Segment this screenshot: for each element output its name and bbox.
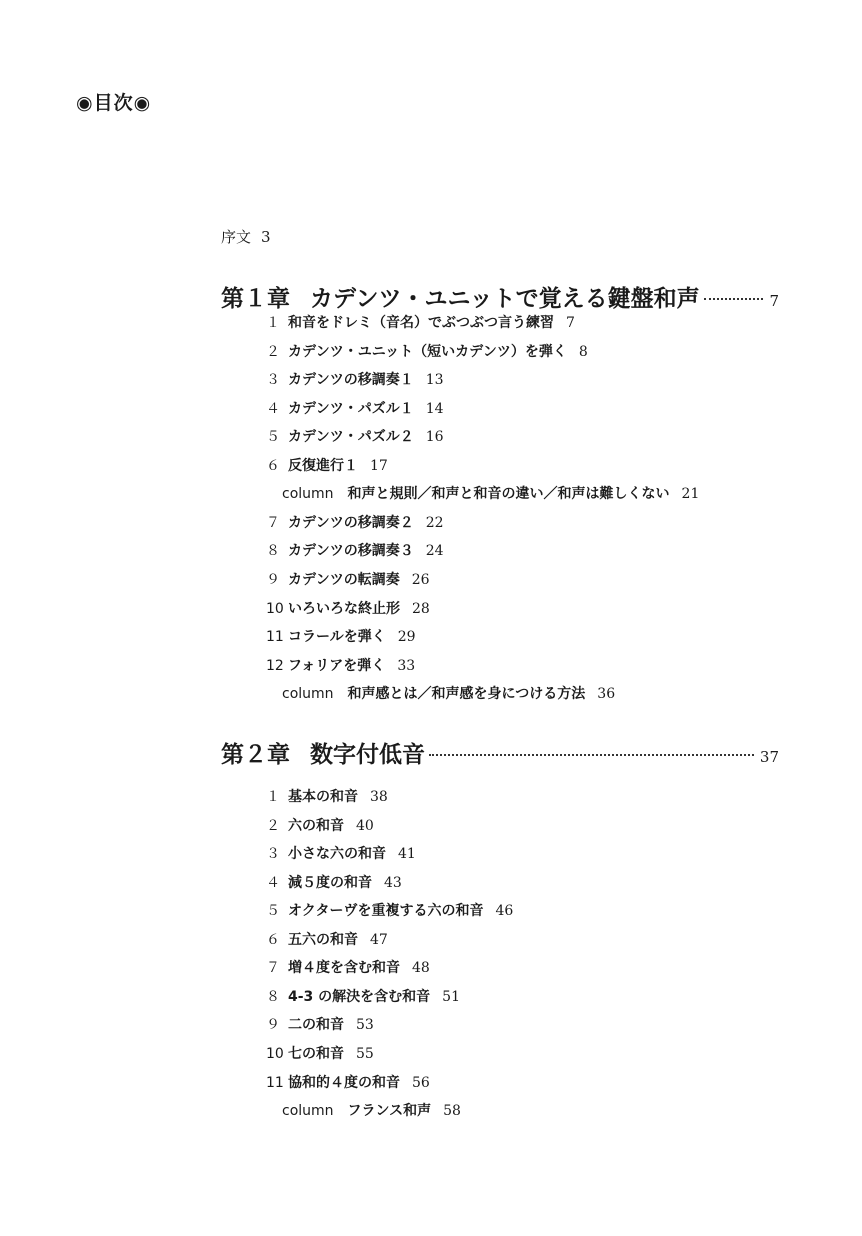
- toc-entry[interactable]: [266, 341, 588, 363]
- preface-entry[interactable]: [221, 226, 271, 247]
- toc-entry[interactable]: [266, 786, 388, 808]
- entry-title: 七の和音: [288, 1045, 344, 1062]
- column-entry[interactable]: [282, 683, 615, 705]
- toc-entry[interactable]: [266, 986, 460, 1008]
- entry-title: フォリアを弾く: [288, 657, 386, 674]
- entry-page: 38: [370, 789, 388, 805]
- entry-number: ３: [266, 372, 280, 389]
- entry-title: 和音をドレミ（音名）でぶつぶつ言う練習: [288, 315, 554, 331]
- entry-page: 22: [425, 514, 444, 531]
- entry-number: ３: [266, 846, 280, 863]
- entry-title: 二の和音: [288, 1017, 344, 1034]
- toc-entry[interactable]: [266, 1014, 374, 1036]
- entry-number: 11: [266, 629, 284, 646]
- preface-title: 序文: [221, 228, 252, 246]
- entry-number: ５: [266, 429, 280, 446]
- toc-entry[interactable]: [266, 312, 575, 334]
- entry-page: 17: [370, 457, 388, 474]
- toc-entry[interactable]: [266, 957, 430, 979]
- entry-title: オクターヴを重複する六の和音: [288, 903, 484, 920]
- entry-title: 協和的４度の和音: [288, 1074, 400, 1091]
- entry-title: 増４度を含む和音: [288, 960, 400, 977]
- chapter-page: 7: [769, 292, 779, 310]
- chapter-title: 数字付低音: [310, 741, 425, 768]
- entry-page: 21: [681, 486, 700, 503]
- entry-number: column: [282, 686, 334, 703]
- entry-number: ７: [266, 514, 280, 531]
- entry-number: ４: [266, 874, 280, 891]
- entry-number: ６: [266, 931, 280, 948]
- preface-page: 3: [261, 228, 271, 246]
- toc-entry[interactable]: [266, 512, 444, 534]
- entry-title: カデンツの転調奏: [288, 571, 400, 588]
- toc-entry[interactable]: [266, 900, 513, 922]
- entry-title: 減５度の和音: [288, 874, 372, 891]
- entry-number: １: [266, 315, 280, 331]
- chapter-number: 第２章: [221, 741, 290, 768]
- chapter-title: カデンツ・ユニットで覚える鍵盤和声: [310, 285, 700, 312]
- toc-entry[interactable]: [266, 872, 402, 894]
- entry-title: 反復進行１: [288, 457, 358, 474]
- entry-page: 24: [425, 543, 444, 560]
- entry-page: 53: [356, 1017, 374, 1034]
- entry-page: 16: [425, 429, 444, 446]
- entry-page: 33: [397, 657, 416, 674]
- toc-entry[interactable]: [266, 598, 430, 620]
- entry-page: 7: [566, 315, 575, 331]
- dot-leader: [704, 298, 764, 300]
- toc-entry[interactable]: [266, 929, 388, 951]
- entry-number: ５: [266, 903, 280, 920]
- entry-page: 36: [597, 686, 616, 703]
- entry-page: 56: [412, 1074, 430, 1091]
- toc-entry[interactable]: [266, 569, 430, 591]
- column-entry[interactable]: [282, 483, 699, 505]
- entry-title: 小さな六の和音: [288, 846, 386, 863]
- entry-page: 47: [370, 931, 388, 948]
- entry-number: ４: [266, 400, 280, 417]
- toc-entry[interactable]: [266, 455, 388, 477]
- entry-title: カデンツ・パズル２: [288, 429, 414, 446]
- entry-page: 41: [398, 846, 416, 863]
- entry-number: column: [282, 1103, 334, 1120]
- entry-title: 和声感とは／和声感を身につける方法: [347, 686, 586, 703]
- entry-number: ７: [266, 960, 280, 977]
- entry-page: 28: [412, 600, 430, 617]
- entry-page: 29: [397, 629, 416, 646]
- chapter-number: 第１章: [221, 285, 290, 312]
- entry-number: ８: [266, 988, 280, 1005]
- entry-number: column: [282, 486, 334, 503]
- entry-title: 六の和音: [288, 817, 344, 834]
- entry-number: １: [266, 789, 280, 805]
- toc-entry[interactable]: [266, 426, 444, 448]
- entry-title: いろいろな終止形: [288, 600, 400, 617]
- entry-number: 10: [266, 1045, 284, 1062]
- column-entry[interactable]: [282, 1100, 461, 1122]
- entry-title: カデンツ・パズル１: [288, 400, 414, 417]
- toc-heading: ◉目次◉: [76, 92, 152, 114]
- entry-title: カデンツの移調奏１: [288, 372, 414, 389]
- chapter-heading-2[interactable]: [221, 736, 779, 770]
- toc-entry[interactable]: [266, 843, 416, 865]
- entry-number: ２: [266, 817, 280, 834]
- entry-number: ２: [266, 343, 280, 360]
- entry-title: 4-3 の解決を含む和音: [288, 988, 431, 1005]
- entry-page: 51: [442, 988, 460, 1005]
- toc-entry[interactable]: [266, 1043, 374, 1065]
- entry-title: 五六の和音: [288, 931, 358, 948]
- entry-page: 55: [356, 1045, 374, 1062]
- entry-number: ９: [266, 1017, 280, 1034]
- entry-title: フランス和声: [347, 1103, 432, 1120]
- entry-number: ６: [266, 457, 280, 474]
- entry-page: 43: [384, 874, 402, 891]
- entry-number: 11: [266, 1074, 284, 1091]
- toc-entry[interactable]: [266, 540, 444, 562]
- entry-number: ９: [266, 571, 280, 588]
- entry-title: 和声と規則／和声と和音の違い／和声は難しくない: [347, 486, 670, 503]
- entry-page: 14: [425, 400, 444, 417]
- entry-title: カデンツの移調奏３: [288, 543, 414, 560]
- entry-page: 26: [411, 571, 430, 588]
- entry-title: 基本の和音: [288, 789, 358, 805]
- entry-page: 48: [412, 960, 430, 977]
- entry-page: 40: [356, 817, 374, 834]
- entry-page: 58: [443, 1103, 461, 1120]
- entry-page: 46: [495, 903, 514, 920]
- toc-entry[interactable]: [266, 369, 444, 391]
- toc-entry[interactable]: [266, 815, 374, 837]
- toc-entry[interactable]: [266, 398, 444, 420]
- entry-number: 10: [266, 600, 284, 617]
- dot-leader: [429, 754, 754, 756]
- chapter-page: 37: [759, 748, 779, 766]
- entry-number: 12: [266, 657, 284, 674]
- entry-title: カデンツ・ユニット（短いカデンツ）を弾く: [288, 343, 567, 360]
- entry-number: ８: [266, 543, 280, 560]
- chapter-heading-1[interactable]: [221, 280, 779, 314]
- toc-entry[interactable]: [266, 1072, 430, 1094]
- entry-title: カデンツの移調奏２: [288, 514, 414, 531]
- entry-page: 8: [578, 343, 588, 360]
- entry-page: 13: [425, 372, 444, 389]
- entry-title: コラールを弾く: [288, 629, 386, 646]
- toc-entry[interactable]: [266, 655, 415, 677]
- toc-entry[interactable]: [266, 626, 416, 648]
